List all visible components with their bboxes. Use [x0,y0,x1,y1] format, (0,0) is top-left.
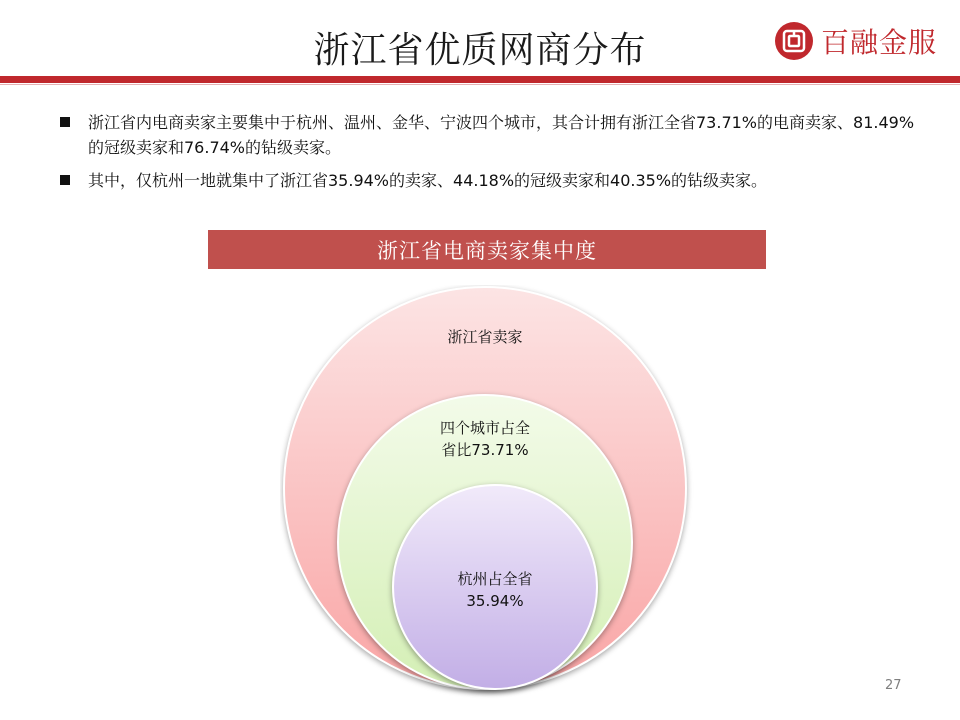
bullet-square-icon [60,117,70,127]
bullet-text: 其中，仅杭州一地就集中了浙江省35.94%的卖家、44.18%的冠级卖家和40.35%的钻级卖家。 [88,171,768,190]
label-four-cities: 省比73.71% [441,441,529,459]
brand-logo [775,20,937,62]
bullet-text: 浙江省内电商卖家主要集中于杭州、温州、金华、宁波四个城市，其合计拥有浙江全省73.71%的电商卖家、81.49%的冠级卖家和76.74%的钻级卖家。 [88,113,915,157]
bullet-square-icon [60,175,70,185]
slide-title: 浙江省优质网商分布 [313,30,647,71]
page-number: 27 [885,678,902,693]
label-hangzhou: 杭州占全省 [457,570,533,588]
bullet-list [60,110,920,201]
title-rule [0,76,960,83]
diagram-title: 浙江省电商卖家集中度 [208,230,766,269]
label-four-cities: 四个城市占全 [439,419,531,437]
bairong-logo-icon [775,22,813,60]
brand-name: 百融金服 [821,26,938,59]
concentration-diagram [280,285,700,705]
bullet-item [60,168,920,193]
bullet-item [60,110,920,160]
label-hangzhou: 35.94% [466,592,524,610]
label-province: 浙江省卖家 [447,328,523,346]
title-rule-thin [0,84,960,85]
